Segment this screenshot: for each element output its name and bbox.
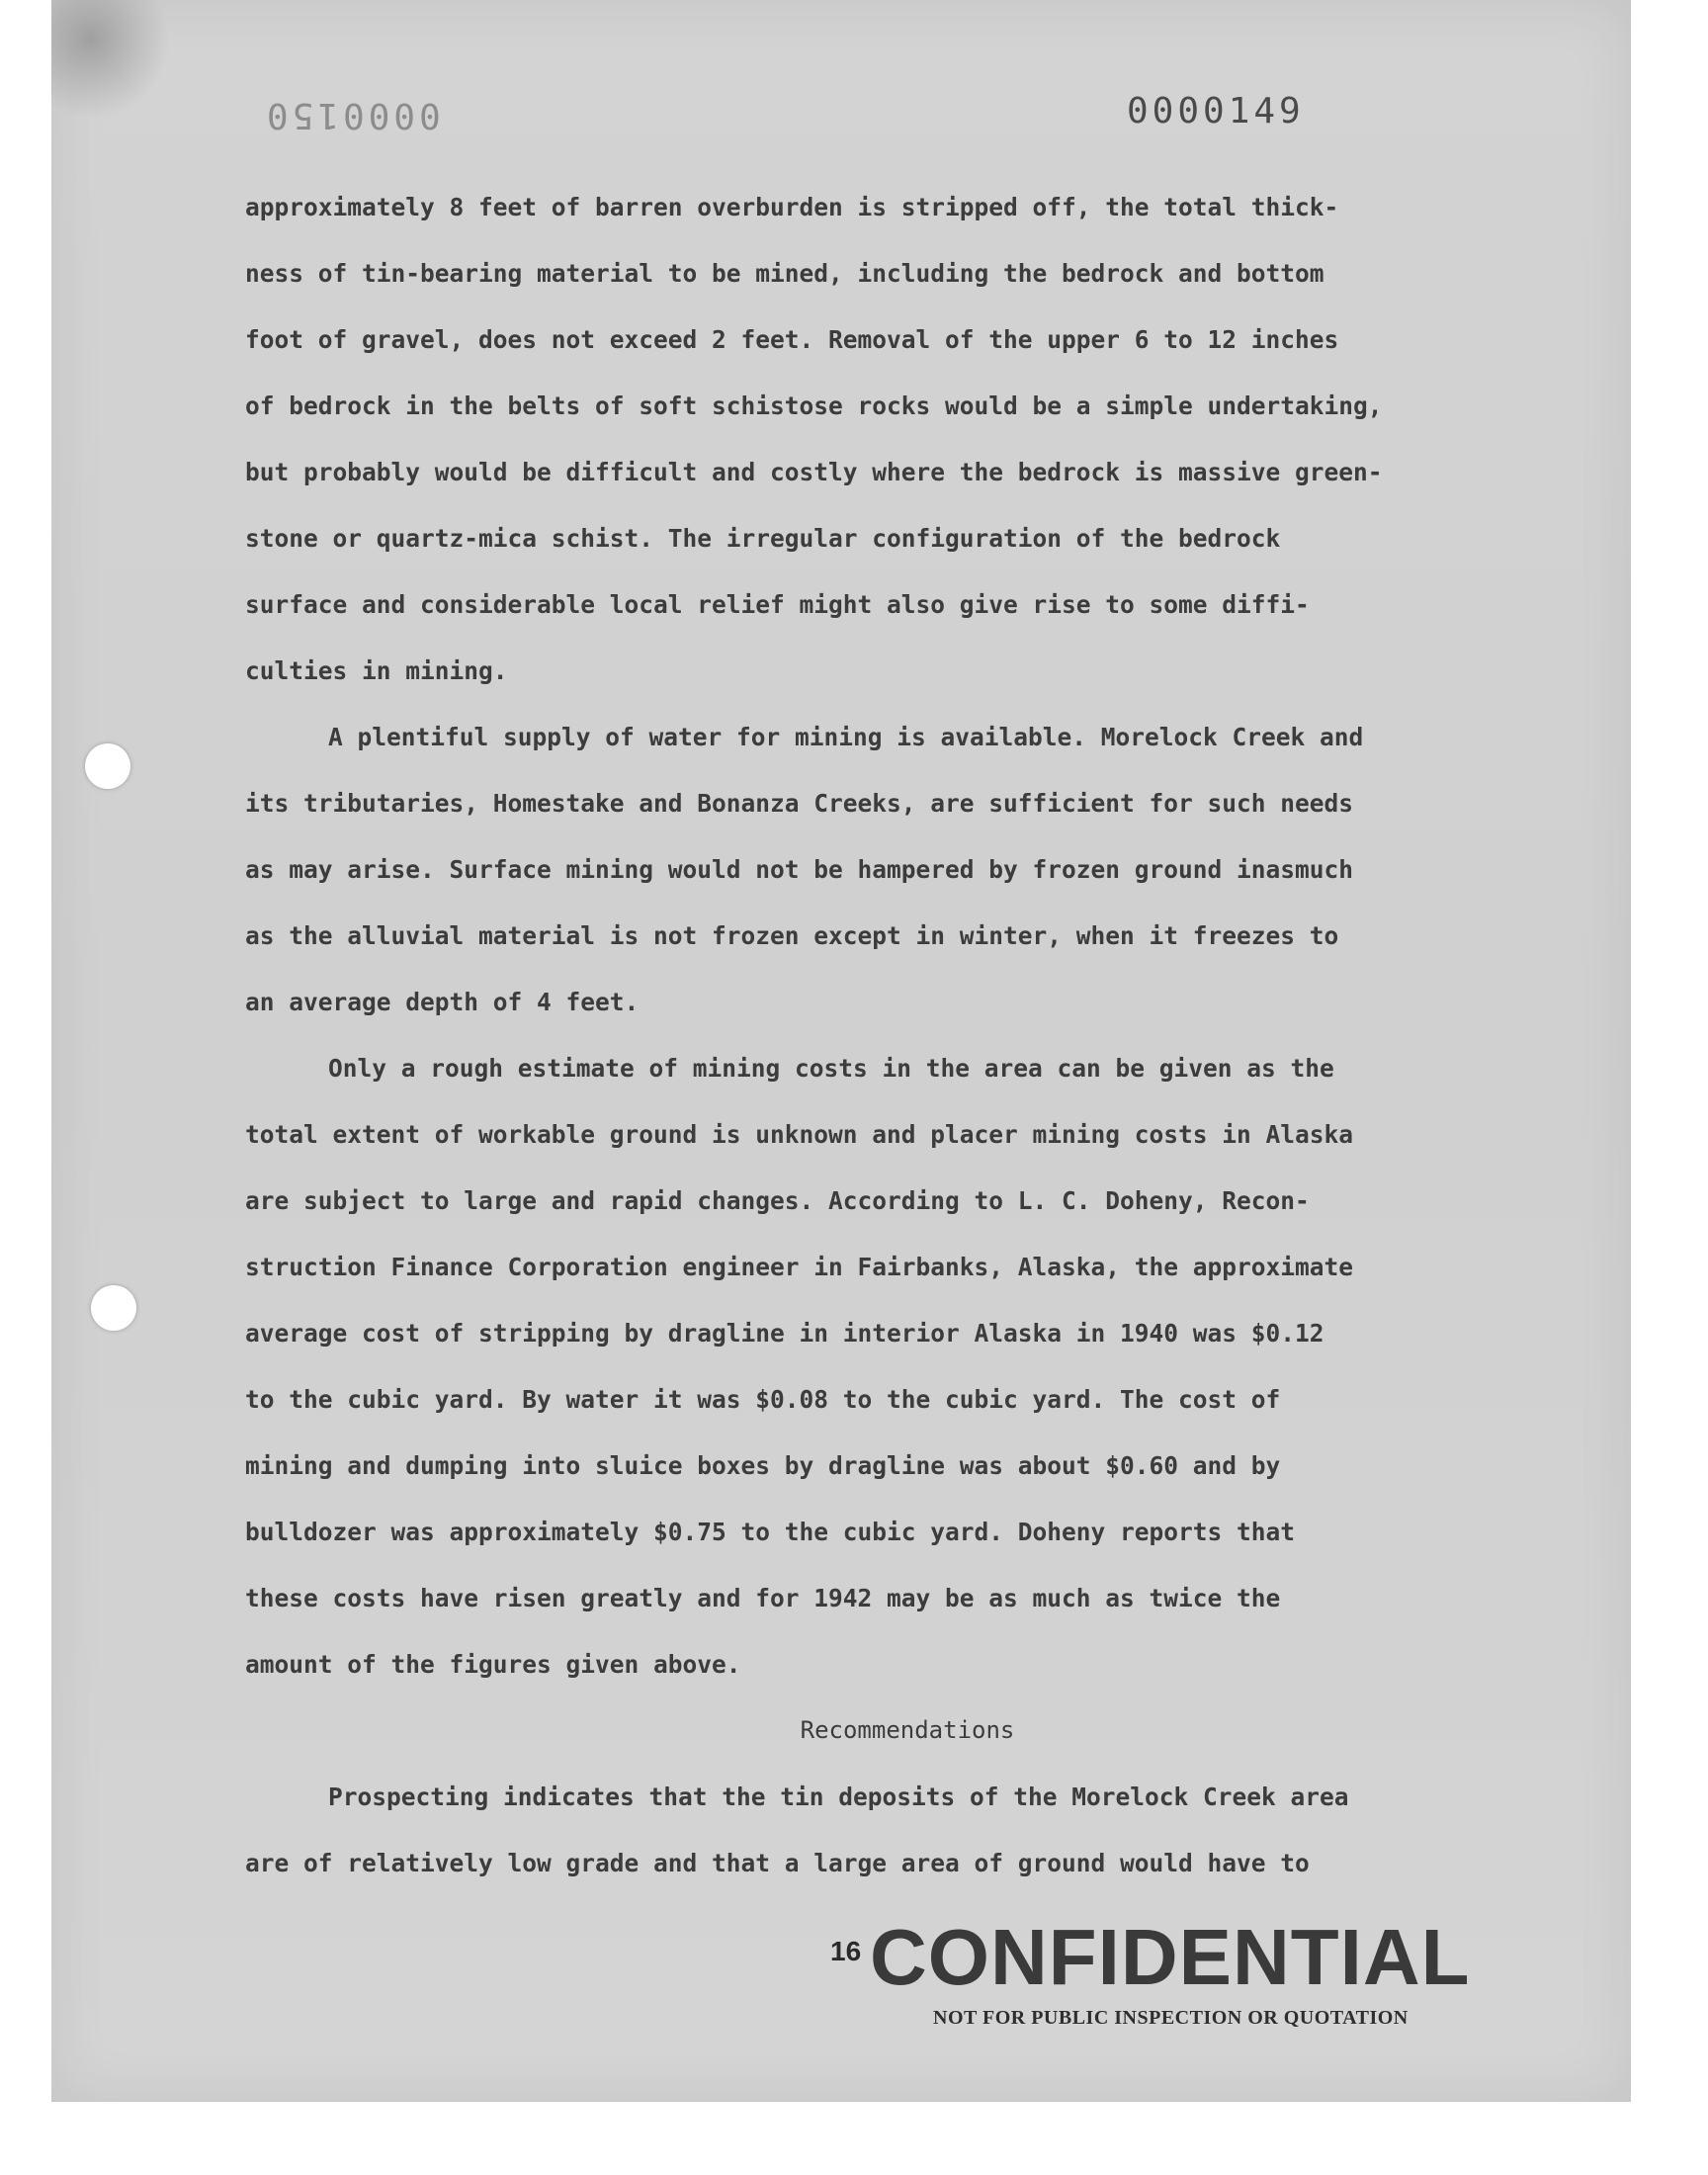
paragraph-4: [245, 1764, 1550, 1896]
text-line: surface and considerable local relief might also give rise to some diffi-: [245, 590, 1310, 619]
stamp-number-right: 0000149: [1127, 91, 1305, 131]
text-line: struction Finance Corporation engineer in Fairbanks, Alaska, the approximate: [245, 1253, 1354, 1281]
paragraph-2: [245, 704, 1550, 1035]
text-line: approximately 8 feet of barren overburden is stripped off, the total thick-: [245, 193, 1339, 221]
text-line: of bedrock in the belts of soft schistose rocks would be a simple undertaking,: [245, 392, 1383, 420]
confidential-stamp: CONFIDENTIAL: [870, 1913, 1471, 2001]
text-line: these costs have risen greatly and for 1942 may be as much as twice the: [245, 1584, 1281, 1612]
text-line: Only a rough estimate of mining costs in the area can be given as the: [328, 1054, 1334, 1083]
text-line: culties in mining.: [245, 656, 508, 685]
text-line: total extent of workable ground is unknown and placer mining costs in Alaska: [245, 1120, 1354, 1149]
punch-hole-lower: [91, 1285, 136, 1331]
text-line: foot of gravel, does not exceed 2 feet. Removal of the upper 6 to 12 inches: [245, 325, 1339, 354]
text-line: amount of the figures given above.: [245, 1650, 741, 1679]
text-line: average cost of stripping by dragline in interior Alaska in 1940 was $0.12: [245, 1319, 1324, 1348]
text-line: to the cubic yard. By water it was $0.08 to the cubic yard. The cost of: [245, 1385, 1281, 1414]
paragraph-1: [245, 174, 1550, 704]
section-heading: Recommendations: [800, 1716, 1015, 1744]
punch-hole-upper: [85, 743, 130, 789]
confidential-notice: NOT FOR PUBLIC INSPECTION OR QUOTATION: [933, 2007, 1409, 2029]
text-line: are of relatively low grade and that a large area of ground would have to: [245, 1849, 1310, 1877]
text-line: but probably would be difficult and costly where the bedrock is massive green-: [245, 458, 1383, 486]
text-line: Prospecting indicates that the tin deposits of the Morelock Creek area: [328, 1783, 1349, 1811]
text-line: its tributaries, Homestake and Bonanza Creeks, are sufficient for such needs: [245, 789, 1354, 818]
text-line: stone or quartz-mica schist. The irregular configuration of the bedrock: [245, 524, 1281, 553]
text-line: as may arise. Surface mining would not be hampered by frozen ground inasmuch: [245, 855, 1354, 884]
stamp-number-left: 0000150: [263, 95, 441, 135]
text-line: an average depth of 4 feet.: [245, 988, 640, 1016]
text-line: are subject to large and rapid changes. According to L. C. Doheny, Recon-: [245, 1186, 1310, 1215]
text-line: bulldozer was approximately $0.75 to the cubic yard. Doheny reports that: [245, 1518, 1296, 1546]
text-line: A plentiful supply of water for mining is available. Morelock Creek and: [328, 723, 1364, 751]
body-text: [245, 174, 1550, 1896]
text-line: as the alluvial material is not frozen except in winter, when it freezes to: [245, 921, 1339, 950]
paragraph-3: [245, 1035, 1550, 1697]
text-line: ness of tin-bearing material to be mined, including the bedrock and bottom: [245, 259, 1324, 288]
corner-smudge: [51, 0, 170, 119]
text-line: mining and dumping into sluice boxes by dragline was about $0.60 and by: [245, 1451, 1281, 1480]
page-number: 16: [830, 1936, 862, 1966]
